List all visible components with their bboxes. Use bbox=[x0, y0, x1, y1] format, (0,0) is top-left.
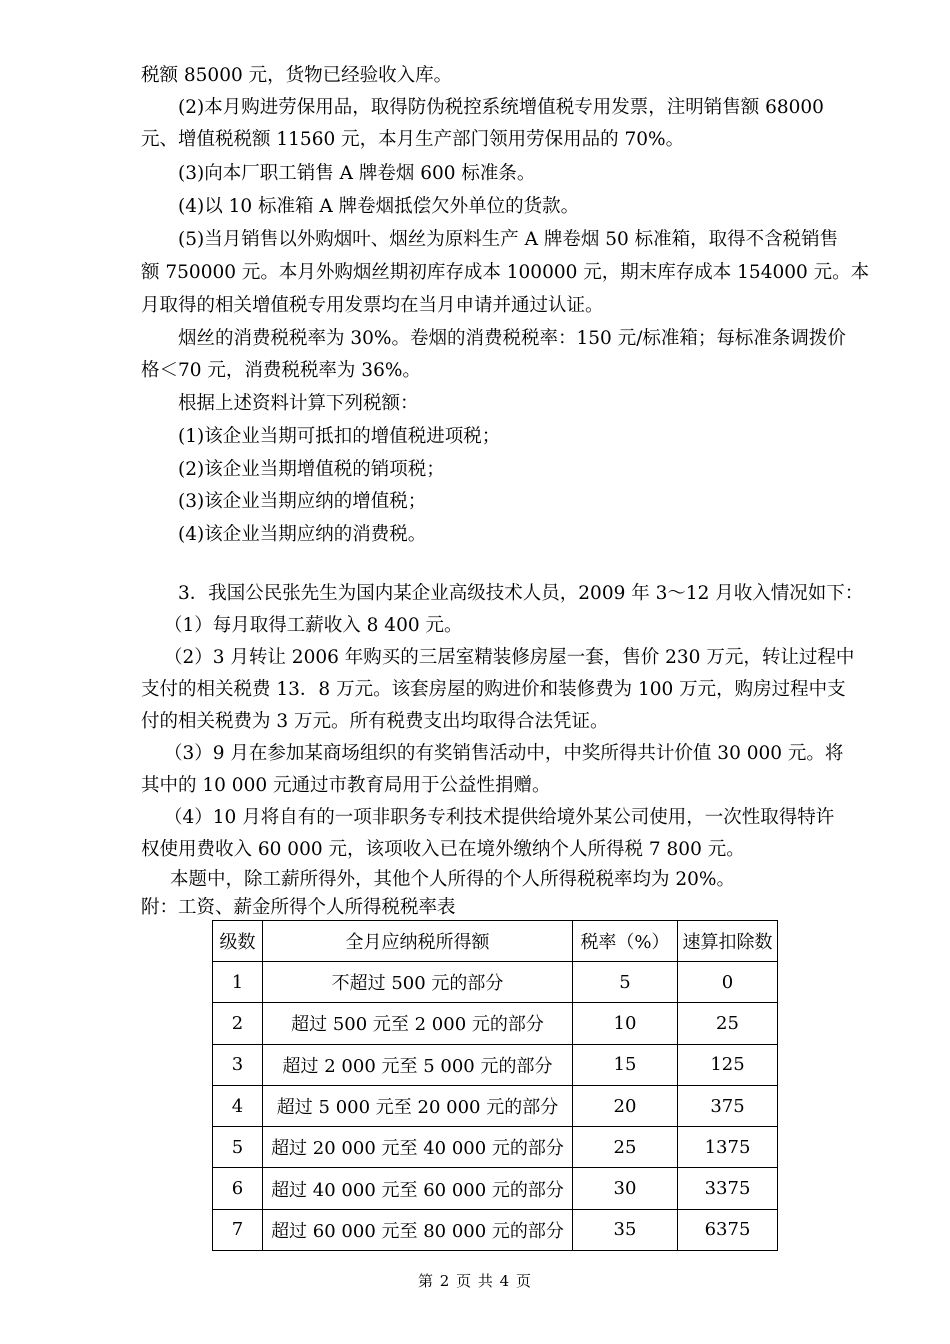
text-line: 月取得的相关增值税专用发票均在当月申请并通过认证。 bbox=[141, 295, 604, 316]
table-row bbox=[213, 1168, 778, 1209]
text-line: 付的相关税费为 3 万元。所有税费支出均取得合法凭证。 bbox=[141, 711, 609, 732]
text-line: (2)本月购进劳保用品，取得防伪税控系统增值税专用发票，注明销售额 68000 bbox=[178, 97, 824, 118]
header-cell: 速算扣除数 bbox=[678, 921, 778, 962]
header-cell: 全月应纳税所得额 bbox=[263, 921, 573, 962]
text-line: 元、增值税税额 11560 元，本月生产部门领用劳保用品的 70%。 bbox=[141, 129, 685, 150]
table-cell: 超过 20 000 元至 40 000 元的部分 bbox=[263, 1127, 573, 1168]
table-cell: 125 bbox=[678, 1044, 778, 1085]
table-header-row bbox=[213, 921, 778, 962]
text-line: 附：工资、薪金所得个人所得税税率表 bbox=[141, 897, 456, 918]
text-line: 根据上述资料计算下列税额： bbox=[178, 393, 419, 414]
tax-rate-table bbox=[212, 920, 778, 1251]
table-cell: 15 bbox=[573, 1044, 678, 1085]
table-row bbox=[213, 1044, 778, 1085]
table-cell: 不超过 500 元的部分 bbox=[263, 962, 573, 1003]
text-line: (3)该企业当期应纳的增值税； bbox=[178, 491, 427, 512]
table-row bbox=[213, 1127, 778, 1168]
table-cell: 超过 2 000 元至 5 000 元的部分 bbox=[263, 1044, 573, 1085]
text-line: 本题中，除工薪所得外，其他个人所得的个人所得税税率均为 20%。 bbox=[170, 869, 736, 890]
table-cell: 375 bbox=[678, 1085, 778, 1126]
table-cell: 3 bbox=[213, 1044, 263, 1085]
table-cell: 2 bbox=[213, 1003, 263, 1044]
text-line: 支付的相关税费 13．8 万元。该套房屋的购进价和装修费为 100 万元，购房过程中支 bbox=[141, 679, 846, 700]
text-line: (2)该企业当期增值税的销项税； bbox=[178, 459, 445, 480]
text-line: (1)该企业当期可抵扣的增值税进项税； bbox=[178, 426, 501, 447]
table-cell: 超过 40 000 元至 60 000 元的部分 bbox=[263, 1168, 573, 1209]
table-cell: 0 bbox=[678, 962, 778, 1003]
text-line: 税额 85000 元，货物已经验收入库。 bbox=[141, 65, 453, 86]
table-cell: 6 bbox=[213, 1168, 263, 1209]
text-line: （2）3 月转让 2006 年购买的三居室精装修房屋一套，售价 230 万元，转让过程中 bbox=[164, 647, 855, 668]
header-cell: 税率（%） bbox=[573, 921, 678, 962]
table-cell: 10 bbox=[573, 1003, 678, 1044]
table-cell: 4 bbox=[213, 1085, 263, 1126]
table-row bbox=[213, 962, 778, 1003]
table-cell: 超过 60 000 元至 80 000 元的部分 bbox=[263, 1209, 573, 1250]
table-cell: 超过 5 000 元至 20 000 元的部分 bbox=[263, 1085, 573, 1126]
table-cell: 7 bbox=[213, 1209, 263, 1250]
text-line: 其中的 10 000 元通过市教育局用于公益性捐赠。 bbox=[141, 775, 551, 796]
text-line: （4）10 月将自有的一项非职务专利技术提供给境外某公司使用，一次性取得特许 bbox=[164, 807, 835, 828]
text-line: 权使用费收入 60 000 元，该项收入已在境外缴纳个人所得税 7 800 元。 bbox=[141, 839, 745, 860]
header-cell: 级数 bbox=[213, 921, 263, 962]
text-line: (5)当月销售以外购烟叶、烟丝为原料生产 A 牌卷烟 50 标准箱，取得不含税销售 bbox=[178, 229, 839, 250]
table-cell: 30 bbox=[573, 1168, 678, 1209]
table-row bbox=[213, 1085, 778, 1126]
text-line: （3）9 月在参加某商场组织的有奖销售活动中，中奖所得共计价值 30 000 元。将 bbox=[164, 743, 844, 764]
table-cell: 5 bbox=[213, 1127, 263, 1168]
text-line: 额 750000 元。本月外购烟丝期初库存成本 100000 元，期末库存成本 154000 元。本 bbox=[141, 262, 870, 283]
page-footer: 第 2 页 共 4 页 bbox=[418, 1272, 532, 1290]
table-cell: 超过 500 元至 2 000 元的部分 bbox=[263, 1003, 573, 1044]
table-cell: 1375 bbox=[678, 1127, 778, 1168]
text-line: 格＜70 元，消费税税率为 36%。 bbox=[141, 360, 421, 381]
table-cell: 1 bbox=[213, 962, 263, 1003]
text-line: （1）每月取得工薪收入 8 400 元。 bbox=[164, 615, 463, 636]
table-cell: 3375 bbox=[678, 1168, 778, 1209]
table-cell: 25 bbox=[678, 1003, 778, 1044]
table-row bbox=[213, 1003, 778, 1044]
table-cell: 20 bbox=[573, 1085, 678, 1126]
text-line: (4)该企业当期应纳的消费税。 bbox=[178, 524, 427, 545]
table-cell: 5 bbox=[573, 962, 678, 1003]
text-line: (4)以 10 标准箱 A 牌卷烟抵偿欠外单位的货款。 bbox=[178, 196, 580, 217]
text-line: 烟丝的消费税税率为 30%。卷烟的消费税税率：150 元/标准箱；每标准条调拨价 bbox=[178, 328, 846, 349]
table-cell: 25 bbox=[573, 1127, 678, 1168]
table-cell: 35 bbox=[573, 1209, 678, 1250]
table-cell: 6375 bbox=[678, 1209, 778, 1250]
text-line: (3)向本厂职工销售 A 牌卷烟 600 标准条。 bbox=[178, 163, 536, 184]
text-line: 3．我国公民张先生为国内某企业高级技术人员，2009 年 3～12 月收入情况如下： bbox=[178, 583, 864, 604]
table-row bbox=[213, 1209, 778, 1250]
